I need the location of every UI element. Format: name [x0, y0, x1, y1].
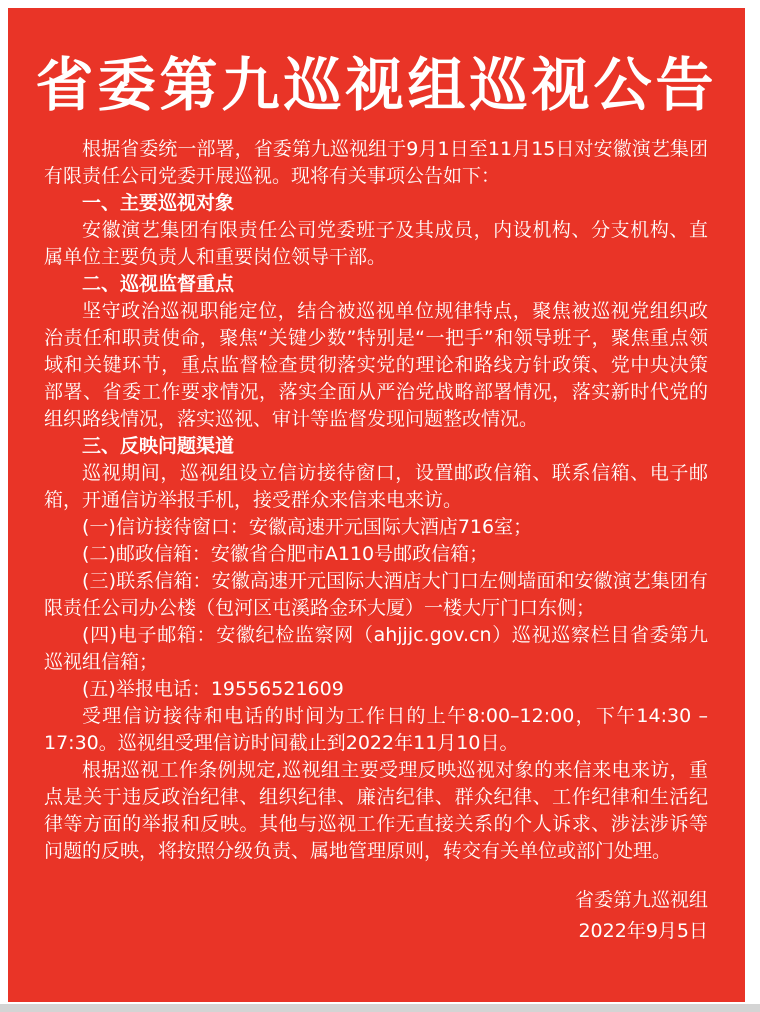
announcement-body	[44, 136, 708, 865]
signature-date: 2022年9月5日	[578, 920, 708, 942]
signature-block	[44, 885, 708, 947]
section-1-paragraph: 安徽演艺集团有限责任公司党委班子及其成员，内设机构、分支机构、直属单位主要负责人和重要岗位领导干部。	[44, 219, 708, 268]
section-2-paragraph: 坚守政治巡视职能定位，结合被巡视单位规律特点，聚焦被巡视党组织政治责任和职责使命，聚焦“关键少数”特别是“一把手”和领导班子，聚焦重点领域和关键环节，重点监督检查贯彻落实党的理论和路线方针政策、党中央决策部署、省委工作要求情况，落实全面从严治党战略部署情况，落实新时代党的组织路线情况，落实巡视、审计等监督发现问题整改情况。	[44, 300, 708, 430]
channels-intro-paragraph: 巡视期间，巡视组设立信访接待窗口，设置邮政信箱、联系信箱、电子邮箱，开通信访举报手机，接受群众来信来电来访。	[44, 462, 708, 511]
announcement-poster	[8, 8, 745, 1002]
section-2-heading: 二、巡视监督重点	[82, 273, 235, 295]
channel-item-hotline: (五)举报电话：19556521609	[82, 678, 344, 700]
page-title: 省委第九巡视组巡视公告	[35, 51, 718, 119]
channel-item-email: (四)电子邮箱：安徽纪检监察网（ahjjjc.gov.cn）巡视巡察栏目省委第九巡视组信箱；	[44, 624, 708, 673]
channel-item-contact-box: (三)联系信箱：安徽高速开元国际大酒店大门口左侧墙面和安徽演艺集团有限责任公司办公楼（包河区屯溪路金环大厦）一楼大厅门口东侧；	[44, 570, 708, 619]
section-3-heading: 三、反映问题渠道	[82, 435, 235, 457]
channel-item-reception-window: (一)信访接待窗口：安徽高速开元国际大酒店716室；	[82, 516, 533, 538]
page-bottom-shadow	[0, 1004, 760, 1012]
section-1-heading: 一、主要巡视对象	[82, 192, 235, 214]
intro-paragraph: 根据省委统一部署，省委第九巡视组于9月1日至11月15日对安徽演艺集团有限责任公司党委开展巡视。现将有关事项公告如下：	[44, 138, 708, 187]
signature-name: 省委第九巡视组	[574, 889, 708, 911]
reception-time-paragraph: 受理信访接待和电话的时间为工作日的上午8:00–12:00，下午14:30 – 17:30。巡视组受理信访时间截止到2022年11月10日。	[44, 705, 708, 754]
scope-paragraph: 根据巡视工作条例规定,巡视组主要受理反映巡视对象的来信来电来访，重点是关于违反政治纪律、组织纪律、廉洁纪律、群众纪律、工作纪律和生活纪律等方面的举报和反映。其他与巡视工作无直接关系的个人诉求、涉法涉诉等问题的反映，将按照分级负责、属地管理原则，转交有关单位或部门处理。	[44, 759, 708, 862]
channel-item-postal-box: (二)邮政信箱：安徽省合肥市A110号邮政信箱；	[82, 543, 489, 565]
